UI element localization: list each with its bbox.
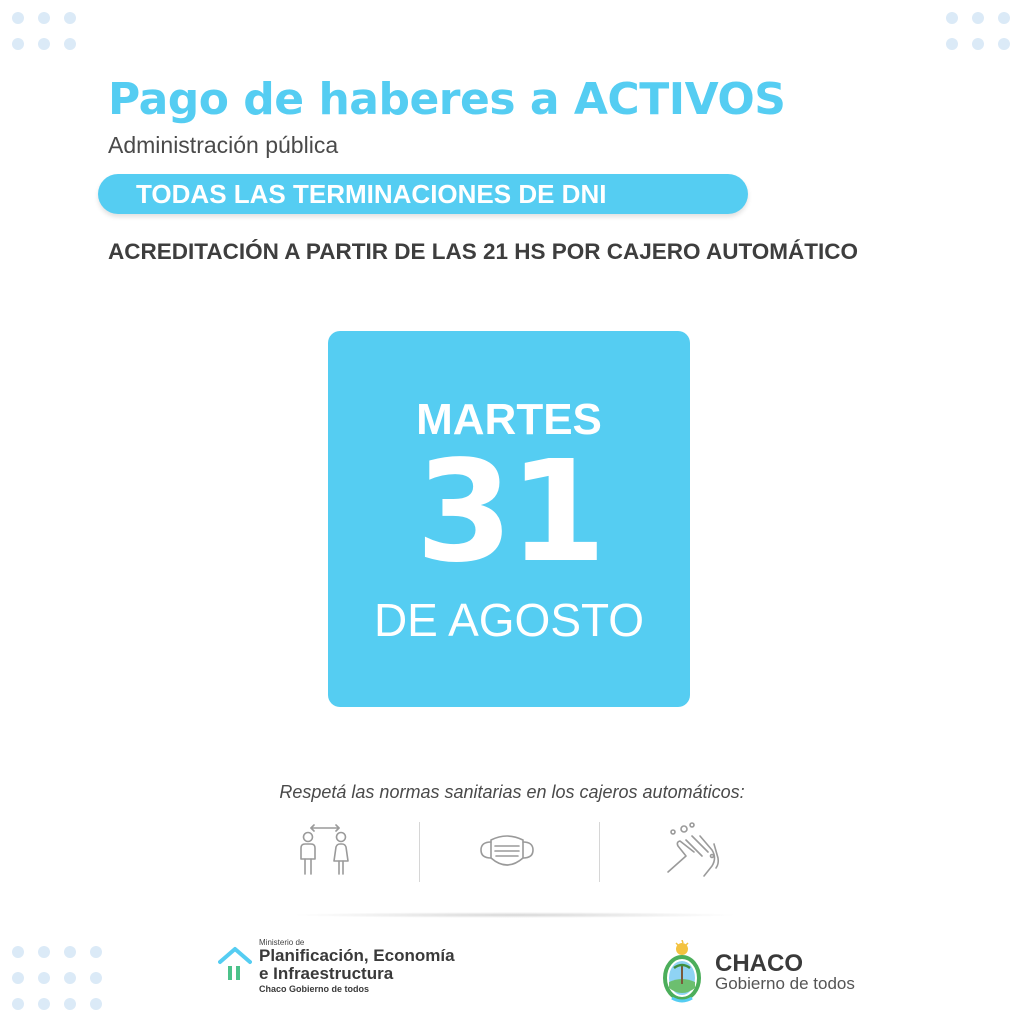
face-mask-icon bbox=[477, 830, 537, 874]
ministry-prefix: Ministerio de bbox=[259, 938, 305, 947]
ministry-house-logo-icon bbox=[218, 946, 252, 982]
ministry-name-line2: e Infraestructura bbox=[259, 964, 394, 983]
decorative-dots-bottom-left bbox=[12, 946, 102, 1010]
dni-banner-label: TODAS LAS TERMINACIONES DE DNI bbox=[136, 179, 607, 209]
health-norms-message: Respetá las normas sanitarias en los cajeros automáticos: bbox=[279, 782, 745, 802]
chaco-coat-of-arms-icon bbox=[656, 940, 708, 1006]
social-distance-icon bbox=[296, 824, 354, 878]
day-name: MARTES bbox=[416, 395, 602, 444]
chaco-tagline: Gobierno de todos bbox=[715, 974, 855, 993]
hand-washing-icon bbox=[664, 822, 724, 878]
footer-shadow bbox=[290, 912, 740, 918]
ministry-name-line1: Planificación, Economía bbox=[259, 946, 455, 965]
payment-date-card bbox=[328, 331, 690, 707]
icon-divider-1 bbox=[419, 822, 420, 882]
decorative-dots-top-right bbox=[946, 12, 1010, 50]
accreditation-notice: ACREDITACIÓN A PARTIR DE LAS 21 HS POR CAJERO AUTOMÁTICO bbox=[108, 239, 859, 264]
page-title: Pago de haberes a ACTIVOS bbox=[108, 74, 786, 125]
decorative-dots-top-left bbox=[12, 12, 76, 50]
chaco-name: CHACO bbox=[715, 950, 803, 977]
icon-divider-2 bbox=[599, 822, 600, 882]
page-subtitle: Administración pública bbox=[108, 132, 339, 158]
month-label: DE AGOSTO bbox=[373, 594, 645, 646]
dni-banner bbox=[98, 174, 748, 214]
day-number: 31 bbox=[415, 431, 603, 594]
ministry-tagline: Chaco Gobierno de todos bbox=[259, 984, 370, 994]
